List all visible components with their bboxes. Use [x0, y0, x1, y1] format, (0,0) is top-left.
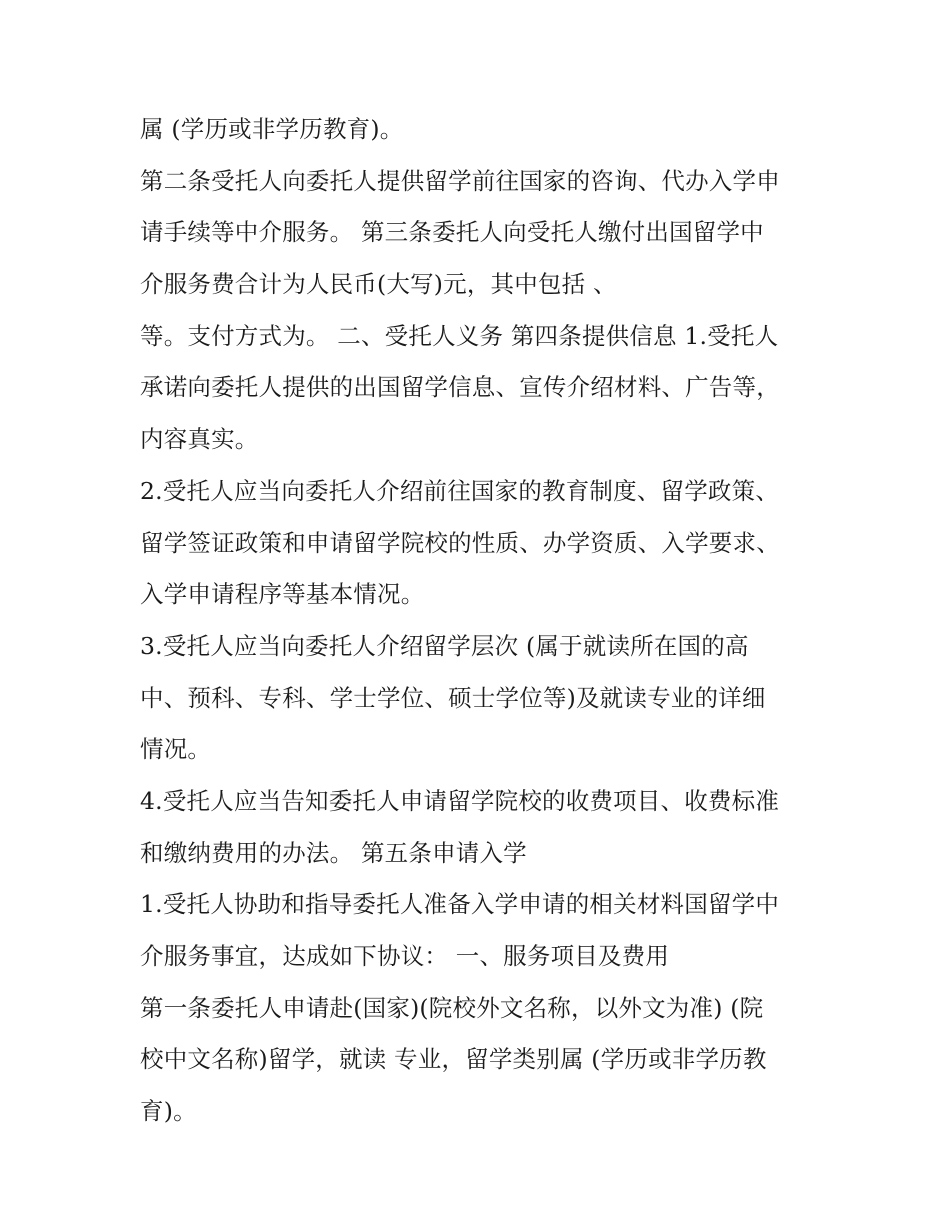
text-line: 第二条受托人向委托人提供留学前往国家的咨询、代办入学申 — [140, 166, 780, 195]
text-line: 1.受托人协助和指导委托人准备入学申请的相关材料国留学中 — [140, 890, 780, 919]
text-line: 和缴纳费用的办法。 第五条申请入学 — [140, 838, 527, 867]
text-line: 入学申请程序等基本情况。 — [140, 580, 425, 609]
document-body — [140, 104, 820, 1138]
text-line: 第一条委托人申请赴(国家)(院校外文名称，以外文为准) (院 — [140, 993, 764, 1022]
text-line: 请手续等中介服务。 第三条委托人向受托人缴付出国留学中 — [140, 218, 764, 247]
text-line: 留学签证政策和申请留学院校的性质、办学资质、入学要求、 — [140, 528, 780, 557]
text-line: 3.受托人应当向委托人介绍留学层次 (属于就读所在国的高 — [140, 631, 749, 660]
text-line: 承诺向委托人提供的出国留学信息、宣传介绍材料、广告等， — [140, 373, 780, 402]
text-line: 中、预科、专科、学士学位、硕士学位等)及就读专业的详细 — [140, 683, 766, 712]
text-line: 属 (学历或非学历教育)。 — [140, 115, 404, 143]
text-line: 情况。 — [140, 735, 212, 764]
text-line: 介服务事宜，达成如下协议： 一、服务项目及费用 — [140, 942, 670, 970]
text-line: 2.受托人应当向委托人介绍前往国家的教育制度、留学政策、 — [140, 476, 780, 505]
text-line: 等。支付方式为。 二、受托人义务 第四条提供信息 1.受托人 — [140, 321, 779, 350]
text-line: 育)。 — [140, 1097, 197, 1126]
text-line: 校中文名称)留学，就读 专业，留学类别属 (学历或非学历教 — [140, 1045, 767, 1074]
text-line: 介服务费合计为人民币(大写)元，其中包括 、 — [140, 270, 617, 299]
text-line: 内容真实。 — [140, 425, 259, 454]
text-line: 4.受托人应当告知委托人申请留学院校的收费项目、收费标准 — [140, 786, 780, 815]
